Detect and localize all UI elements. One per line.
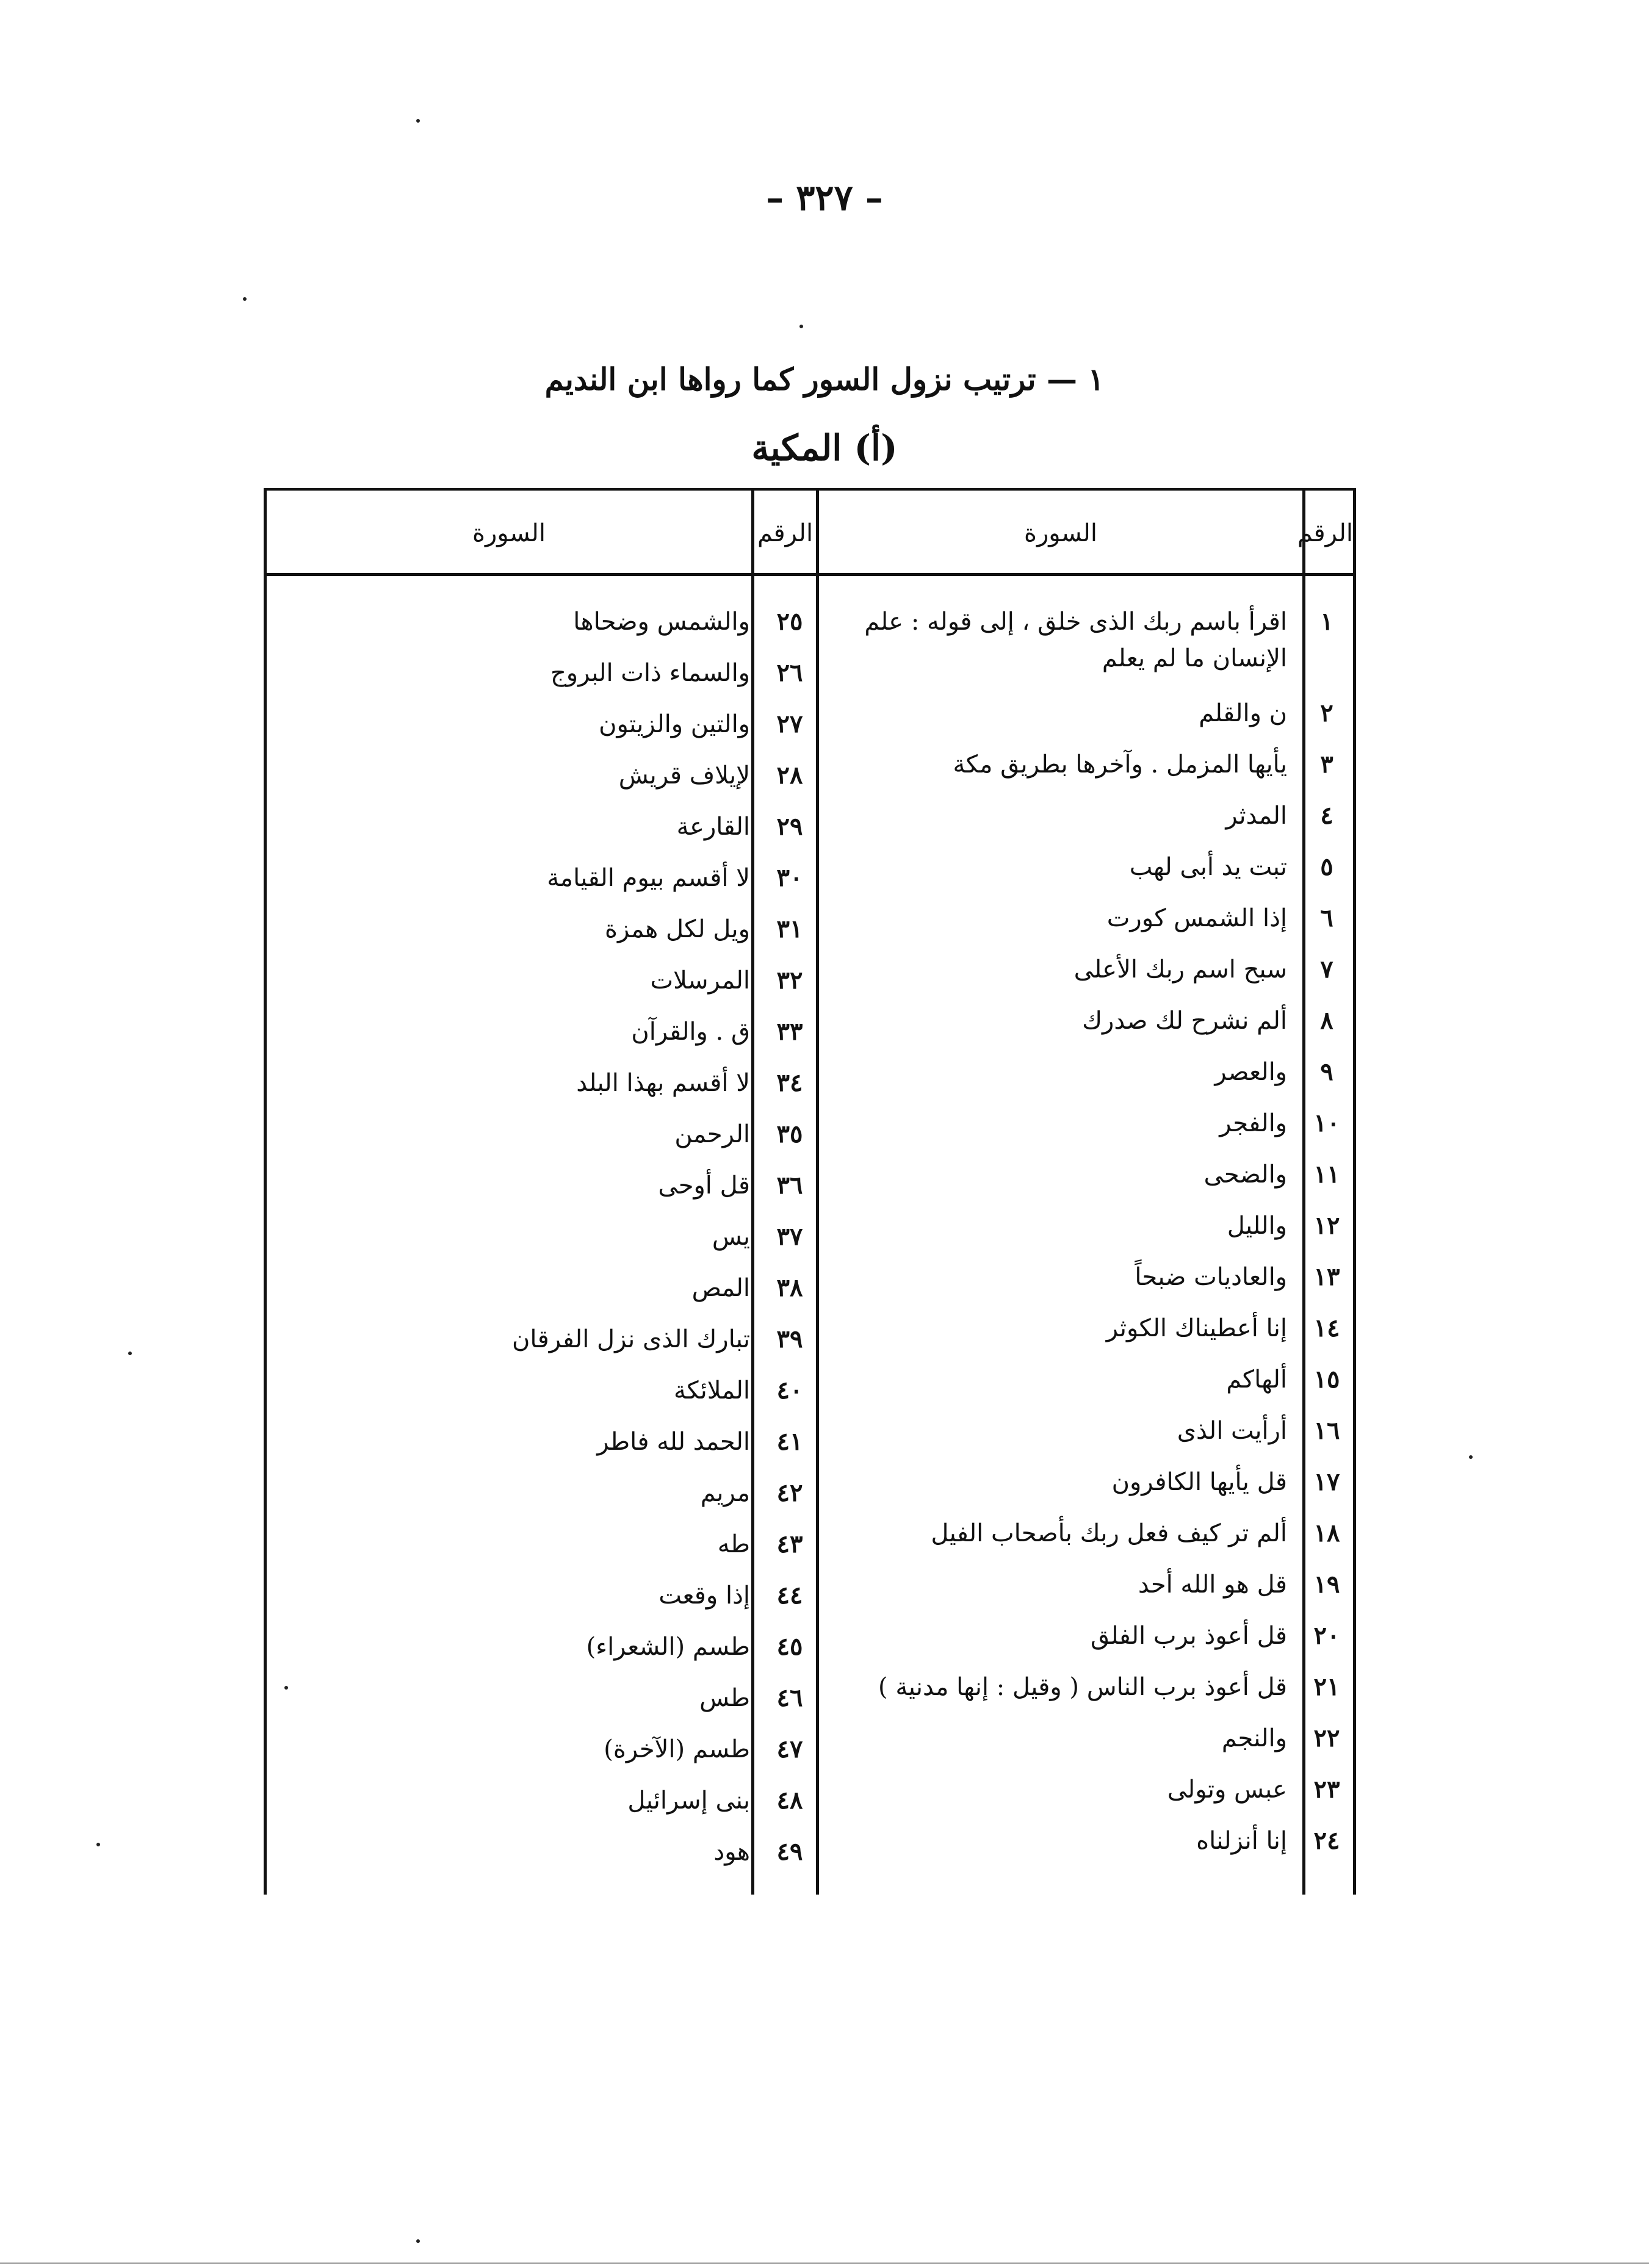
surah-order-number: ٤١ xyxy=(776,1427,803,1456)
left-table-row xyxy=(267,1776,816,1827)
surah-order-number: ٢٤ xyxy=(1313,1826,1340,1855)
left-table-row xyxy=(267,1161,816,1212)
scan-speck xyxy=(799,325,803,328)
surah-name: الملائكة xyxy=(674,1377,750,1405)
surah-name: والشمس وضحاها xyxy=(573,608,750,636)
page-number: – ٣٢٧ – xyxy=(766,177,883,218)
surah-name: القارعة xyxy=(676,813,750,841)
right-table-row xyxy=(819,1201,1353,1253)
surah-name: الحمد لله فاطر xyxy=(597,1428,750,1456)
surah-order-number: ٣٣ xyxy=(776,1017,803,1046)
surah-order-number: ٣٦ xyxy=(776,1171,803,1200)
surah-name: طس xyxy=(699,1684,750,1712)
left-table-row xyxy=(267,1007,816,1059)
right-table-row xyxy=(819,1304,1353,1355)
left-table-row xyxy=(267,1264,816,1315)
right-table-row xyxy=(819,1458,1353,1509)
surah-order-number: ٩ xyxy=(1320,1057,1333,1086)
surah-order-number: ٢٩ xyxy=(776,812,803,841)
surah-name: ق . والقرآن xyxy=(631,1018,750,1046)
surah-order-number: ١١ xyxy=(1313,1160,1340,1189)
surah-name: أرأيت الذى xyxy=(1177,1417,1287,1445)
surah-order-number: ١٤ xyxy=(1313,1314,1340,1342)
surah-order-number: ٧ xyxy=(1320,955,1333,984)
surah-name: والنجم xyxy=(1221,1724,1287,1752)
surah-name: اقرأ باسم ربك الذى خلق ، إلى قوله : علم الإنسان ما لم يعلم xyxy=(864,608,1287,672)
left-table-row xyxy=(267,597,816,649)
surah-name: الرحمن xyxy=(674,1120,750,1148)
left-table-row xyxy=(267,1417,816,1469)
right-table-row xyxy=(819,1253,1353,1304)
surah-name: مريم xyxy=(700,1479,750,1507)
scan-speck xyxy=(243,297,247,301)
surah-name: والضحى xyxy=(1203,1161,1287,1189)
surah-order-number: ٤٥ xyxy=(776,1632,803,1661)
right-block xyxy=(819,597,1353,1868)
left-table-row xyxy=(267,1212,816,1264)
left-table-row xyxy=(267,1674,816,1725)
right-table-row xyxy=(819,945,1353,996)
right-table-row xyxy=(819,1355,1353,1406)
surah-order-number: ١٨ xyxy=(1313,1519,1340,1547)
surah-name: إنا أعطيناك الكوثر xyxy=(1106,1314,1287,1342)
surah-order-number: ٤٧ xyxy=(776,1735,803,1763)
left-table-row xyxy=(267,956,816,1007)
surah-name: ألهاكم xyxy=(1226,1366,1287,1394)
surah-order-number: ٤ xyxy=(1320,801,1333,830)
right-table-row xyxy=(819,894,1353,945)
surah-name: ويل لكل همزة xyxy=(605,915,750,943)
scan-speck xyxy=(416,2239,420,2243)
right-table-row xyxy=(819,689,1353,740)
surah-name: بنى إسرائيل xyxy=(627,1787,750,1815)
left-table-row xyxy=(267,1622,816,1674)
left-table-row xyxy=(267,1315,816,1366)
scan-speck xyxy=(1469,1455,1473,1459)
right-table-row xyxy=(819,1509,1353,1560)
surah-name: سبح اسم ربك الأعلى xyxy=(1073,956,1287,984)
surah-order-number: ٣٤ xyxy=(776,1068,803,1097)
page-title: ١ — ترتيب نزول السور كما رواها ابن النديم xyxy=(544,361,1105,397)
surah-table xyxy=(264,488,1356,1895)
surah-name: والتين والزيتون xyxy=(599,710,750,738)
left-table-row xyxy=(267,1469,816,1520)
right-table-row xyxy=(819,1714,1353,1765)
surah-name: قل يأيها الكافرون xyxy=(1111,1468,1287,1496)
right-table-row xyxy=(819,1048,1353,1099)
right-table-row xyxy=(819,843,1353,894)
surah-name: ألم تر كيف فعل ربك بأصحاب الفيل xyxy=(931,1519,1287,1547)
scan-speck xyxy=(284,1686,288,1690)
left-table-row xyxy=(267,854,816,905)
right-table-row xyxy=(819,1765,1353,1816)
right-table-row xyxy=(819,791,1353,843)
surah-name: المدثر xyxy=(1225,802,1287,830)
header-surah-left: السورة xyxy=(472,519,546,547)
surah-name: لا أقسم بهذا البلد xyxy=(576,1069,750,1097)
left-table-row xyxy=(267,1366,816,1417)
surah-order-number: ٤٢ xyxy=(776,1478,803,1507)
right-table-row xyxy=(819,1611,1353,1663)
left-table-row xyxy=(267,905,816,956)
scan-speck xyxy=(416,119,420,123)
right-table-row xyxy=(819,1663,1353,1714)
surah-order-number: ٣ xyxy=(1320,750,1333,779)
left-table-row xyxy=(267,1827,816,1879)
surah-order-number: ١٠ xyxy=(1313,1109,1340,1137)
surah-name: لا أقسم بيوم القيامة xyxy=(547,864,750,892)
surah-order-number: ٢٣ xyxy=(1313,1775,1340,1804)
right-table-row xyxy=(819,1816,1353,1868)
right-table-row xyxy=(819,1099,1353,1150)
surah-order-number: ١٩ xyxy=(1313,1570,1340,1599)
surah-order-number: ١٣ xyxy=(1313,1262,1340,1291)
surah-order-number: ١٧ xyxy=(1313,1467,1340,1496)
surah-order-number: ٤٨ xyxy=(776,1786,803,1815)
page-bottom-edge xyxy=(0,2263,1649,2264)
right-table-row xyxy=(819,597,1353,689)
header-num-right: الرقم xyxy=(1297,519,1353,547)
surah-order-number: ٢٦ xyxy=(776,658,803,687)
scan-speck xyxy=(96,1843,100,1846)
surah-order-number: ٣٢ xyxy=(776,966,803,995)
surah-order-number: ٢٥ xyxy=(776,607,803,636)
right-table-row xyxy=(819,1150,1353,1201)
surah-name: ن والقلم xyxy=(1199,699,1287,727)
left-table-row xyxy=(267,802,816,854)
surah-name: إنا أنزلناه xyxy=(1196,1827,1287,1855)
scan-speck xyxy=(128,1352,132,1355)
header-divider xyxy=(267,573,1353,576)
surah-order-number: ١٥ xyxy=(1313,1365,1340,1394)
surah-order-number: ٣٩ xyxy=(776,1325,803,1353)
right-table-row xyxy=(819,1406,1353,1458)
left-table-row xyxy=(267,1571,816,1622)
surah-order-number: ٣٨ xyxy=(776,1273,803,1302)
left-table-row xyxy=(267,700,816,751)
surah-order-number: ٤٤ xyxy=(776,1581,803,1610)
surah-name: إذا وقعت xyxy=(659,1582,750,1610)
surah-name: هود xyxy=(713,1838,750,1866)
section-subtitle: (أ) المكية xyxy=(751,427,898,469)
surah-order-number: ٢٨ xyxy=(776,761,803,790)
right-table-row xyxy=(819,740,1353,791)
left-table-row xyxy=(267,649,816,700)
surah-name: والسماء ذات البروج xyxy=(550,659,750,687)
surah-order-number: ٢١ xyxy=(1313,1672,1340,1701)
surah-order-number: ١٢ xyxy=(1313,1211,1340,1240)
left-table-row xyxy=(267,751,816,802)
surah-order-number: ٣٥ xyxy=(776,1120,803,1148)
surah-name: قل هو الله أحد xyxy=(1138,1571,1287,1599)
surah-name: قل أعوذ برب الفلق xyxy=(1090,1622,1287,1650)
surah-order-number: ٣١ xyxy=(776,915,803,943)
surah-order-number: ٢٧ xyxy=(776,710,803,738)
surah-name: تبت يد أبى لهب xyxy=(1129,853,1287,881)
surah-name: والفجر xyxy=(1219,1109,1287,1137)
surah-name: طسم (الآخرة) xyxy=(604,1735,750,1763)
surah-order-number: ٣٧ xyxy=(776,1222,803,1251)
surah-order-number: ١٦ xyxy=(1313,1416,1340,1445)
left-table-row xyxy=(267,1520,816,1571)
surah-order-number: ٤٦ xyxy=(776,1683,803,1712)
surah-order-number: ٤٩ xyxy=(776,1837,803,1866)
left-block xyxy=(267,597,816,1879)
surah-name: طه xyxy=(717,1530,750,1558)
left-table-row xyxy=(267,1725,816,1776)
right-table-row xyxy=(819,1560,1353,1611)
header-num-left: الرقم xyxy=(757,519,814,547)
surah-order-number: ٨ xyxy=(1320,1006,1333,1035)
surah-name: طسم (الشعراء) xyxy=(586,1633,750,1661)
header-surah-right: السورة xyxy=(1024,519,1097,547)
surah-order-number: ٢ xyxy=(1320,699,1333,727)
surah-name: يأيها المزمل . وآخرها بطريق مكة xyxy=(953,751,1287,779)
surah-order-number: ٤٠ xyxy=(776,1376,803,1405)
left-table-row xyxy=(267,1110,816,1161)
surah-name: قل أعوذ برب الناس ( وقيل : إنها مدنية ) xyxy=(878,1673,1287,1701)
surah-name: عبس وتولى xyxy=(1167,1776,1287,1804)
right-table-row xyxy=(819,996,1353,1048)
surah-order-number: ٥ xyxy=(1320,852,1333,881)
surah-order-number: ١ xyxy=(1320,607,1333,636)
surah-order-number: ٢٠ xyxy=(1313,1621,1340,1650)
surah-order-number: ٣٠ xyxy=(776,863,803,892)
surah-order-number: ٦ xyxy=(1320,904,1333,932)
surah-order-number: ٤٣ xyxy=(776,1530,803,1558)
surah-name: قل أوحى xyxy=(658,1172,750,1200)
surah-name: المص xyxy=(691,1274,750,1302)
surah-name: والعاديات ضبحاً xyxy=(1135,1263,1287,1291)
surah-name: إذا الشمس كورت xyxy=(1106,904,1287,932)
surah-name: والليل xyxy=(1227,1212,1287,1240)
surah-name: لإيلاف قريش xyxy=(618,761,750,790)
surah-order-number: ٢٢ xyxy=(1313,1724,1340,1752)
surah-name: المرسلات xyxy=(650,967,750,995)
left-table-row xyxy=(267,1059,816,1110)
surah-name: تبارك الذى نزل الفرقان xyxy=(512,1325,750,1353)
surah-name: يس xyxy=(712,1223,750,1251)
surah-name: ألم نشرح لك صدرك xyxy=(1082,1007,1287,1035)
surah-name: والعصر xyxy=(1214,1058,1287,1086)
